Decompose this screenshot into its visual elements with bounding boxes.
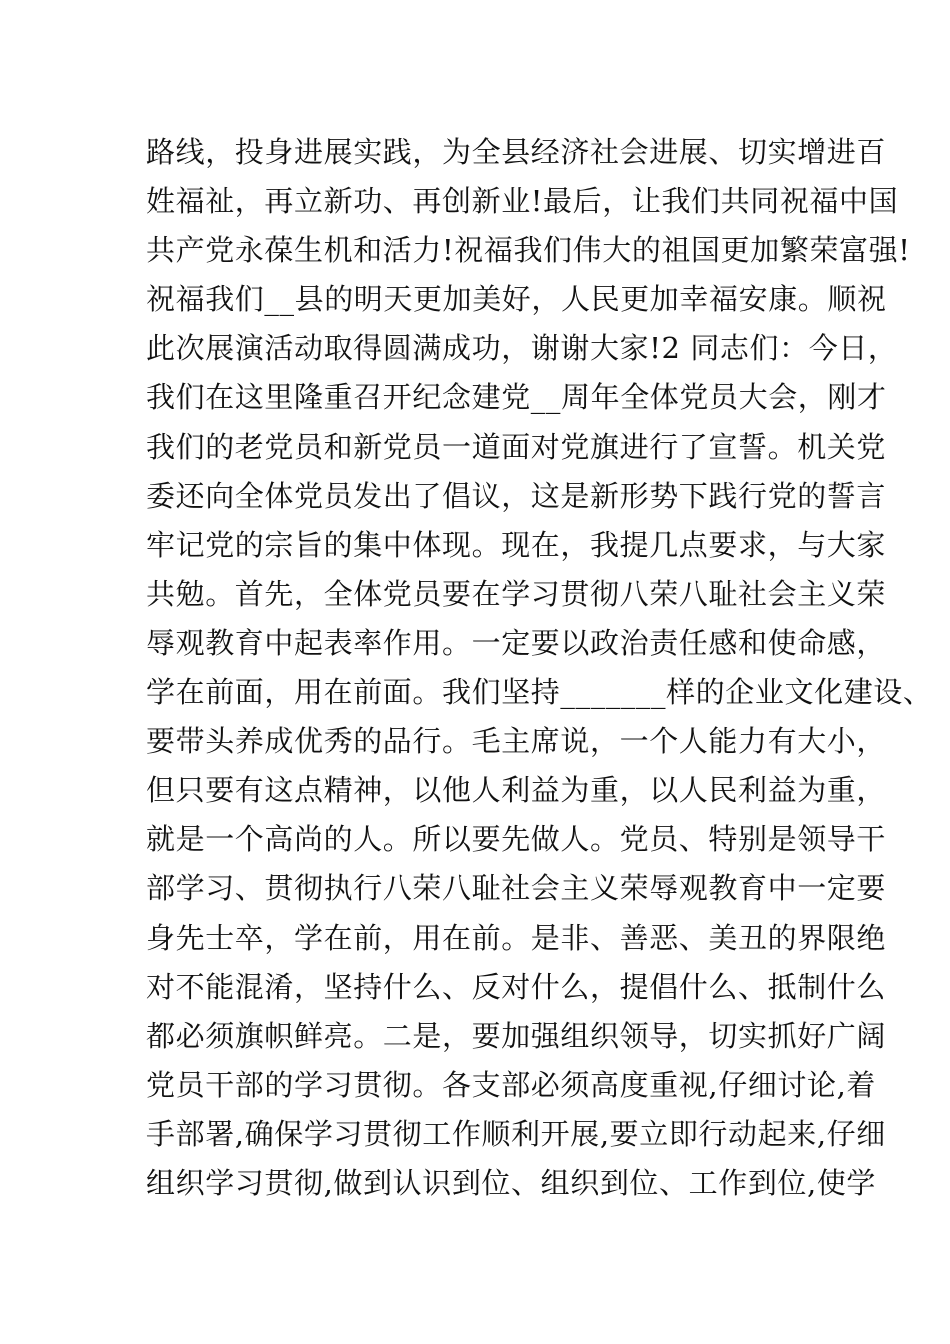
text-line: 对不能混淆，坚持什么、反对什么，提倡什么、抵制什么 (146, 969, 887, 1004)
body-text (146, 128, 933, 1208)
text-line: 就是一个高尚的人。所以要先做人。党员、特别是领导干 (146, 822, 887, 857)
text-line: 共产党永葆生机和活力!祝福我们伟大的祖国更加繁荣富强! (146, 233, 911, 268)
text-line: 我们在这里隆重召开纪念建党__周年全体党员大会，刚才 (146, 380, 887, 415)
text-line: 委还向全体党员发出了倡议，这是新形势下践行党的誓言 (146, 478, 887, 513)
text-line: 我们的老党员和新党员一道面对党旗进行了宣誓。机关党 (146, 429, 887, 464)
text-line: 但只要有这点精神，以他人利益为重，以人民利益为重， (146, 773, 887, 808)
text-line: 都必须旗帜鲜亮。二是，要加强组织领导，切实抓好广阔 (146, 1018, 887, 1053)
text-line: 牢记党的宗旨的集中体现。现在，我提几点要求，与大家 (146, 527, 887, 562)
text-line: 党员干部的学习贯彻。各支部必须高度重视,仔细讨论,着 (146, 1067, 877, 1102)
text-line: 要带头养成优秀的品行。毛主席说，一个人能力有大小， (146, 724, 887, 759)
text-line: 姓福祉，再立新功、再创新业!最后，让我们共同祝福中国 (146, 184, 899, 219)
text-line: 共勉。首先，全体党员要在学习贯彻八荣八耻社会主义荣 (146, 576, 887, 611)
text-line: 身先士卒，学在前，用在前。是非、善恶、美丑的界限绝 (146, 920, 887, 955)
text-line: 祝福我们__县的明天更加美好，人民更加幸福安康。顺祝 (146, 282, 887, 317)
text-line: 部学习、贯彻执行八荣八耻社会主义荣辱观教育中一定要 (146, 871, 887, 906)
text-line: 手部署,确保学习贯彻工作顺利开展,要立即行动起来,仔细 (146, 1116, 886, 1151)
text-line: 路线，投身进展实践，为全县经济社会进展、切实增进百 (146, 135, 887, 169)
text-line: 辱观教育中起表率作用。一定要以政治责任感和使命感， (146, 625, 887, 660)
text-line: 组织学习贯彻,做到认识到位、组织到位、工作到位,使学 (146, 1165, 877, 1200)
text-line: 此次展演活动取得圆满成功，谢谢大家!2 同志们：今日， (146, 331, 898, 366)
text-line: 学在前面，用在前面。我们坚持_______样的企业文化建设、 (146, 675, 933, 710)
